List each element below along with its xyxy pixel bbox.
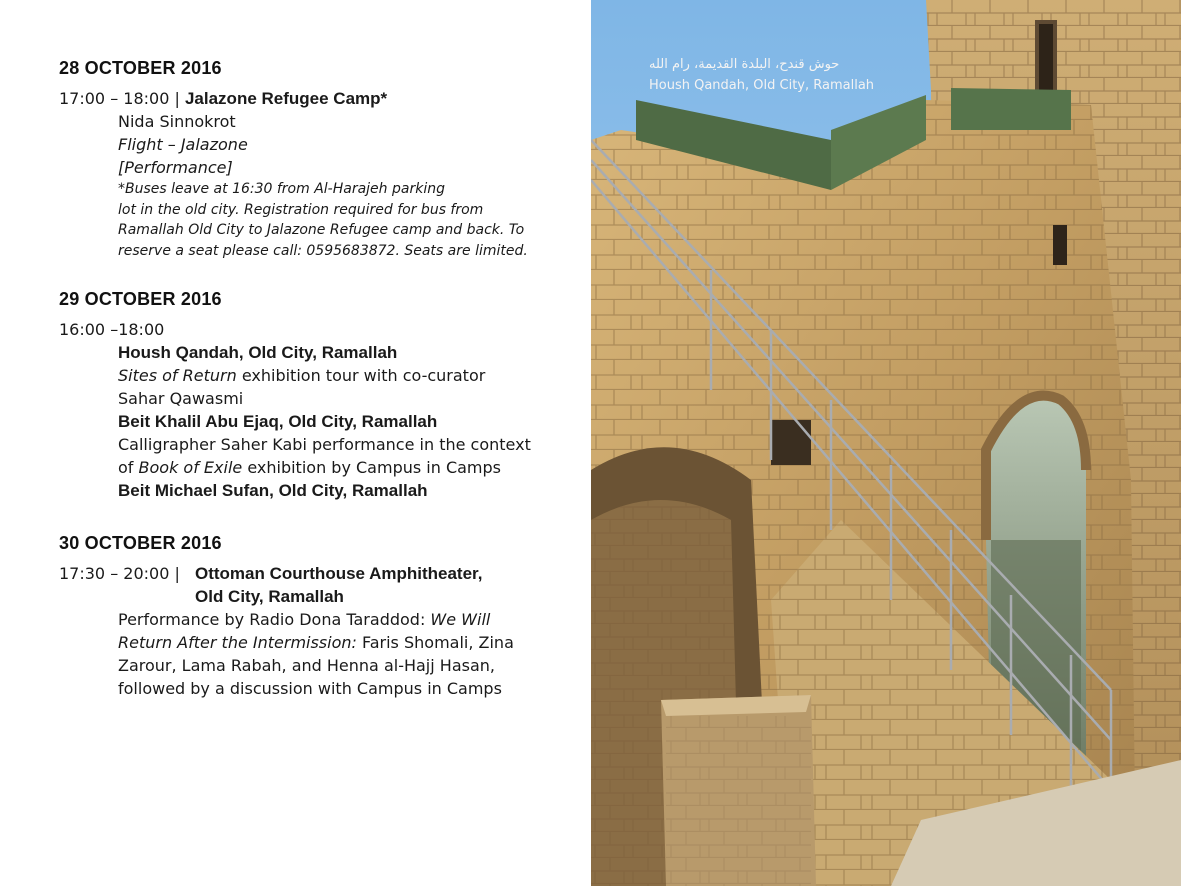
event-description: followed by a discussion with Campus in Camps <box>118 679 502 698</box>
event-time: 17:30 – 20:00 | <box>59 564 180 583</box>
event-venue: Ottoman Courthouse Amphitheater, <box>195 564 483 583</box>
event-description <box>118 631 514 654</box>
event-venue: Beit Khalil Abu Ejaq, Old City, Ramallah <box>118 412 438 431</box>
bus-note-line: lot in the old city. Registration required for bus from <box>118 202 484 218</box>
photo-caption-arabic: حوش قندح، البلدة القديمة، رام الله <box>649 57 840 72</box>
description-text: of <box>118 458 139 477</box>
event-time-line <box>59 87 387 110</box>
event-description <box>118 608 490 631</box>
photo-caption-english: Housh Qandah, Old City, Ramallah <box>649 78 875 93</box>
work-title: Flight – Jalazone <box>118 135 248 154</box>
event-time: 17:00 – 18:00 | <box>59 89 180 108</box>
event-description: Sahar Qawasmi <box>118 389 244 408</box>
event-description: Zarour, Lama Rabah, and Henna al-Hajj Hasan, <box>118 656 495 675</box>
event-description <box>118 364 485 387</box>
description-text: exhibition tour with co-curator <box>236 366 486 385</box>
stone-building-illustration <box>591 0 1181 886</box>
bus-note-line: reserve a seat please call: 0595683872. Seats are limited. <box>118 243 528 259</box>
performance-title: We Will <box>430 610 491 629</box>
event-description: Calligrapher Saher Kabi performance in the context <box>118 435 531 454</box>
event-venue: Housh Qandah, Old City, Ramallah <box>118 343 398 362</box>
event-venue: Beit Michael Sufan, Old City, Ramallah <box>118 481 428 500</box>
event-time: 16:00 –18:00 <box>59 320 165 339</box>
work-kind: [Performance] <box>118 158 233 177</box>
bus-note-line: *Buses leave at 16:30 from Al-Harajeh parking <box>118 181 445 197</box>
description-text: Performance by Radio Dona Taraddod: <box>118 610 431 629</box>
date-heading: 28 OCTOBER 2016 <box>59 58 222 78</box>
date-heading: 30 OCTOBER 2016 <box>59 533 222 553</box>
artist-name: Nida Sinnokrot <box>118 112 236 131</box>
courtyard-photo <box>591 0 1181 886</box>
date-heading: 29 OCTOBER 2016 <box>59 289 222 309</box>
event-venue: Jalazone Refugee Camp* <box>184 89 388 108</box>
bus-note-line: Ramallah Old City to Jalazone Refugee camp and back. To <box>118 222 525 238</box>
event-venue: Old City, Ramallah <box>195 587 344 606</box>
description-text: exhibition by Campus in Camps <box>242 458 502 477</box>
exhibition-title: Book of Exile <box>138 458 243 477</box>
exhibition-title: Sites of Return <box>118 366 237 385</box>
description-text: Faris Shomali, Zina <box>356 633 514 652</box>
performance-title: Return After the Intermission: <box>118 633 357 652</box>
event-description <box>118 456 501 479</box>
